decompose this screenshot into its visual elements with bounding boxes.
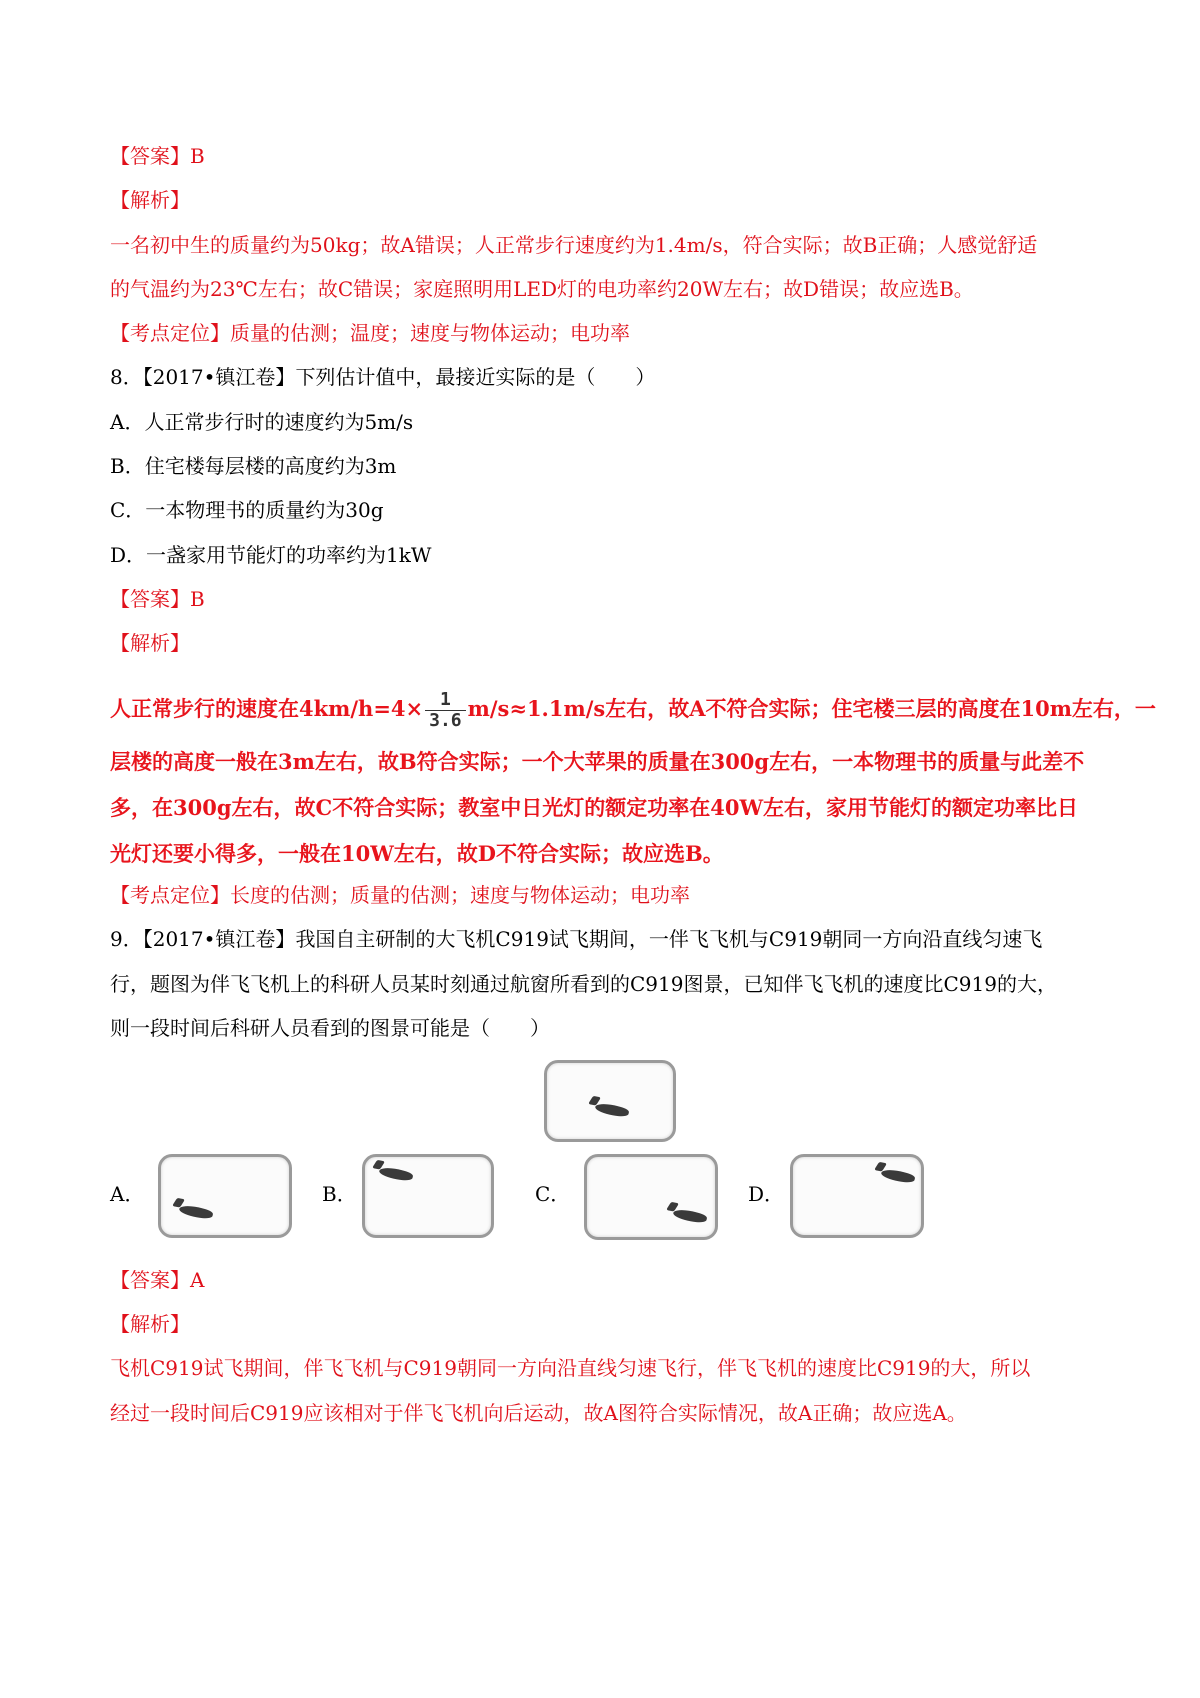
q9-option-b-label: B． xyxy=(322,1182,357,1206)
q9-stem-line-2: 行，题图为伴飞飞机上的科研人员某时刻通过航窗所看到的C919图景，已知伴飞飞机的速度比C919的大， xyxy=(110,972,1057,996)
q9-answer-line: 【答案】A xyxy=(110,1268,205,1292)
q9-option-a-label: A． xyxy=(110,1182,145,1206)
plane-icon xyxy=(178,1204,213,1221)
q7-answer-line xyxy=(110,142,1090,170)
q8-analysis-line-1: 人正常步行的速度在4km/h=4× $\frac{1}{3.6}$ m/s≈1.1m/s左右，故A不符合实际；住宅楼三层的高度在10m左右，一 xyxy=(110,689,1156,731)
fraction: $\frac{1}{3.6}$ xyxy=(425,690,466,731)
q8-analysis-line-3: 多，在300g左右，故C不符合实际；教室中日光灯的额定功率在40W左右，家用节能灯的额定功率比日 xyxy=(110,795,1079,820)
q9-option-a-figure xyxy=(158,1154,292,1238)
q9-option-d-figure xyxy=(790,1154,924,1238)
q9-option-c-figure xyxy=(584,1154,718,1240)
q9-option-b-figure xyxy=(362,1154,494,1238)
q8-answer-line: 【答案】B xyxy=(110,587,205,611)
q9-option-c-label: C． xyxy=(535,1182,571,1206)
q9-analysis-tag: 【解析】 xyxy=(110,1312,190,1336)
q8-option-d: D．一盏家用节能灯的功率约为1kW xyxy=(110,543,432,567)
q7-analysis-line-2: 的气温约为23℃左右；故C错误；家庭照明用LED灯的电功率约20W左右；故D错误；故应选B。 xyxy=(110,277,974,301)
q7-analysis-line-1: 一名初中生的质量约为50kg；故A错误；人正常步行速度约为1.4m/s，符合实际；故B正确；人感觉舒适 xyxy=(110,233,1038,257)
q9-analysis-line-1: 飞机C919试飞期间，伴飞飞机与C919朝同一方向沿直线匀速飞行，伴飞飞机的速度比C919的大，所以 xyxy=(110,1356,1031,1380)
q8-analysis-line-4: 光灯还要小得多，一般在10W左右，故D不符合实际；故应选B。 xyxy=(110,841,724,866)
reference-window-figure xyxy=(544,1060,676,1142)
q8-analysis-tag: 【解析】 xyxy=(110,631,190,655)
plane-icon xyxy=(378,1166,413,1183)
q8-knowledge-point: 【考点定位】长度的估测；质量的估测；速度与物体运动；电功率 xyxy=(110,883,690,907)
plane-icon xyxy=(672,1208,707,1225)
q9-stem-line-3: 则一段时间后科研人员看到的图景可能是（ ） xyxy=(110,1016,550,1040)
answer-value: B xyxy=(190,144,205,168)
q8-option-c: C．一本物理书的质量约为30g xyxy=(110,498,384,522)
q9-option-d-label: D． xyxy=(748,1182,785,1206)
q9-stem-line-1: 9．【2017•镇江卷】我国自主研制的大飞机C919试飞期间，一伴飞飞机与C919朝同一方向沿直线匀速飞 xyxy=(110,927,1043,951)
q8-option-a: A．人正常步行时的速度约为5m/s xyxy=(110,410,414,434)
plane-icon xyxy=(880,1168,915,1185)
answer-tag: 【答案】 xyxy=(110,144,190,168)
q8-stem: 8．【2017•镇江卷】下列估计值中，最接近实际的是（ ） xyxy=(110,365,656,389)
q7-analysis-tag: 【解析】 xyxy=(110,188,190,212)
q9-analysis-line-2: 经过一段时间后C919应该相对于伴飞飞机向后运动，故A图符合实际情况，故A正确；故应选A。 xyxy=(110,1401,967,1425)
plane-icon xyxy=(594,1102,629,1119)
q8-analysis-line-2: 层楼的高度一般在3m左右，故B符合实际；一个大苹果的质量在300g左右，一本物理书的质量与此差不 xyxy=(110,749,1085,774)
q7-knowledge-point: 【考点定位】质量的估测；温度；速度与物体运动；电功率 xyxy=(110,321,630,345)
q8-option-b: B．住宅楼每层楼的高度约为3m xyxy=(110,454,397,478)
